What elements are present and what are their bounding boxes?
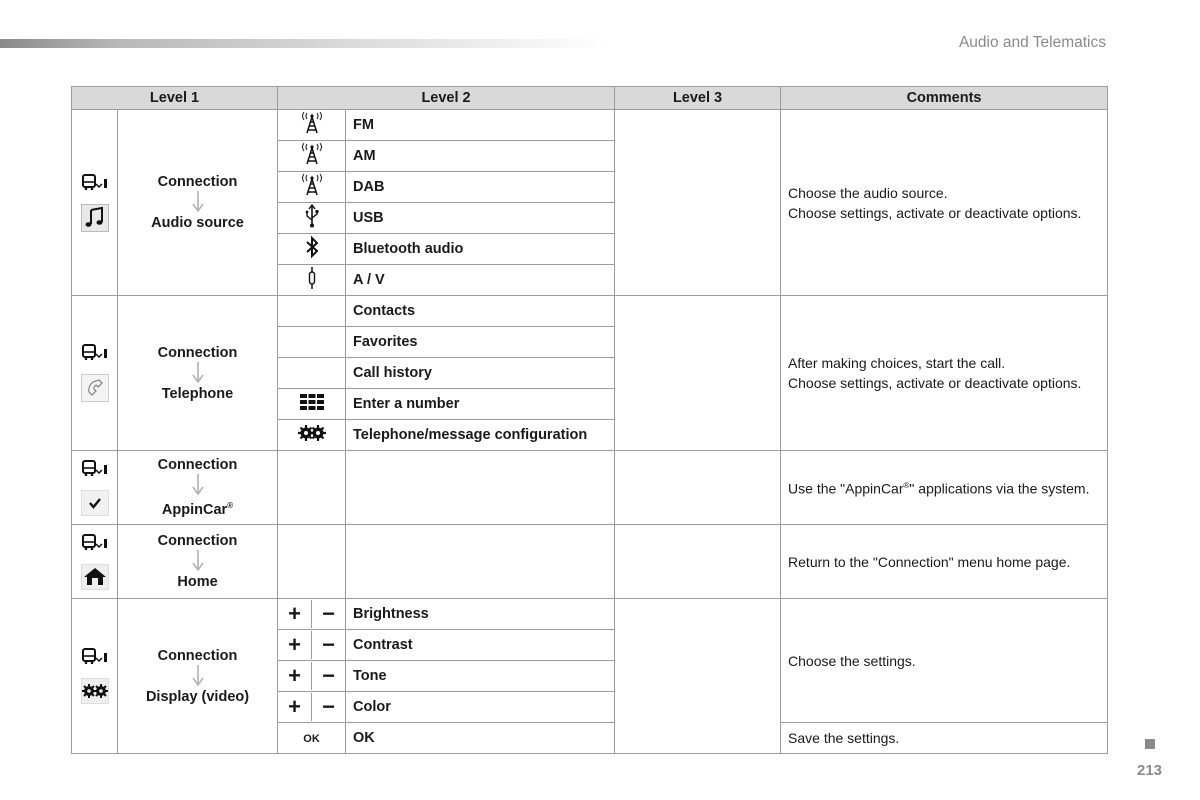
checkmark-icon: [81, 490, 109, 516]
level1-submenu-label: AppinCar®: [161, 501, 234, 518]
level2-item-label: Telephone/message configuration: [346, 420, 615, 451]
level3-cell: [615, 525, 781, 599]
empty-icon-cell: [278, 358, 346, 389]
level1-connection-label: Connection: [157, 647, 238, 664]
level1-connection-label: Connection: [157, 533, 238, 549]
level2-item-label: Call history: [346, 358, 615, 389]
level1-label: [118, 110, 278, 296]
column-header-level3: Level 3: [615, 87, 781, 110]
level2-item-label: DAB: [346, 172, 615, 203]
level2-item-label: Tone: [346, 661, 615, 692]
arrow-down-icon: [192, 550, 204, 574]
arrow-down-icon: [192, 362, 204, 386]
ok-icon: OK: [278, 723, 346, 754]
empty-icon-cell: [278, 525, 346, 599]
level1-submenu-label: Audio source: [151, 215, 244, 231]
level1-icons: [72, 296, 118, 451]
page-number: 213: [1137, 762, 1163, 779]
level2-item-label: FM: [346, 110, 615, 141]
connection-icon: [81, 460, 109, 476]
level2-item-label: Enter a number: [346, 389, 615, 420]
level1-connection-label: Connection: [157, 457, 238, 474]
level1-icons: [72, 451, 118, 525]
keypad-icon: [278, 389, 346, 420]
plus-minus-buttons: [278, 630, 346, 661]
level2-item-label: A / V: [346, 265, 615, 296]
plus-icon: +: [278, 662, 312, 690]
antenna-icon: [278, 141, 346, 172]
arrow-down-icon: [192, 665, 204, 689]
antenna-icon: [278, 172, 346, 203]
minus-icon: −: [322, 632, 335, 657]
comment-line: Choose settings, activate or deactivate options.: [788, 375, 1082, 391]
plus-minus-buttons: [278, 692, 346, 723]
comment-cell: Choose the settings.: [781, 599, 1108, 723]
plus-minus-buttons: [278, 661, 346, 692]
table-row: [72, 451, 1108, 525]
antenna-icon: [278, 110, 346, 141]
column-header-level2: Level 2: [278, 87, 615, 110]
level3-cell: [615, 599, 781, 754]
table-row: [72, 296, 1108, 327]
connection-icon: [81, 344, 109, 360]
table-row: [72, 599, 1108, 630]
level2-item-label: Contacts: [346, 296, 615, 327]
level1-label: [118, 525, 278, 599]
level2-item-label: USB: [346, 203, 615, 234]
minus-icon: −: [322, 663, 335, 688]
comment-cell: Return to the "Connection" menu home page.: [781, 525, 1108, 599]
minus-icon: −: [322, 694, 335, 719]
gears-icon: [278, 420, 346, 451]
header-gradient-bar: [0, 39, 610, 48]
level2-item-label: AM: [346, 141, 615, 172]
connection-icon: [81, 174, 109, 190]
level1-connection-label: Connection: [157, 344, 238, 361]
table-row: [72, 525, 1108, 599]
arrow-down-icon: [192, 474, 204, 498]
connection-icon: [81, 534, 109, 550]
level2-item-label: Favorites: [346, 327, 615, 358]
level2-item-label: Brightness: [346, 599, 615, 630]
comment-cell: Save the settings.: [781, 723, 1108, 754]
level1-icons: [72, 525, 118, 599]
minus-icon: −: [322, 601, 335, 626]
level2-item-label: Color: [346, 692, 615, 723]
arrow-down-icon: [192, 191, 204, 215]
level1-connection-label: Connection: [157, 174, 238, 190]
level2-item-label: Bluetooth audio: [346, 234, 615, 265]
level2-item-label: OK: [346, 723, 615, 754]
level1-submenu-label: Telephone: [161, 385, 234, 402]
empty-icon-cell: [278, 451, 346, 525]
page-marker: [1145, 739, 1155, 749]
home-icon: [81, 564, 109, 590]
empty-level2-cell: [346, 525, 615, 599]
empty-icon-cell: [278, 296, 346, 327]
column-header-level1: Level 1: [72, 87, 278, 110]
comment-line: Choose the audio source.: [788, 184, 948, 201]
empty-level2-cell: [346, 451, 615, 525]
plus-icon: +: [278, 600, 312, 628]
usb-icon: [278, 203, 346, 234]
level1-submenu-label: Display (video): [145, 688, 250, 705]
connection-icon: [81, 648, 109, 664]
comment-cell: Use the "AppinCar®" applications via the system.: [781, 451, 1108, 525]
level1-icons: [72, 599, 118, 754]
comment-line: Choose settings, activate or deactivate options.: [788, 204, 1082, 221]
section-title: Audio and Telematics: [958, 34, 1106, 51]
level2-item-label: Contrast: [346, 630, 615, 661]
level1-label: [118, 296, 278, 451]
column-header-comments: Comments: [781, 87, 1108, 110]
level3-cell: [615, 296, 781, 451]
phone-handset-icon: [81, 374, 109, 402]
table-row: [72, 110, 1108, 141]
table-header-row: [72, 87, 1108, 110]
music-note-icon: [81, 204, 109, 232]
empty-icon-cell: [278, 327, 346, 358]
menu-table: [71, 86, 1108, 754]
comment-line: After making choices, start the call.: [788, 355, 1006, 371]
level1-icons: [72, 110, 118, 296]
plus-minus-buttons: [278, 599, 346, 630]
comment-cell: [781, 110, 1108, 296]
gears-icon: [81, 678, 109, 704]
level1-label: [118, 451, 278, 525]
level1-submenu-label: Home: [177, 574, 218, 590]
jack-icon: [278, 265, 346, 296]
level3-cell: [615, 451, 781, 525]
plus-icon: +: [278, 693, 312, 721]
level3-cell: [615, 110, 781, 296]
comment-cell: [781, 296, 1108, 451]
bluetooth-icon: [278, 234, 346, 265]
plus-icon: +: [278, 631, 312, 659]
level1-label: [118, 599, 278, 754]
